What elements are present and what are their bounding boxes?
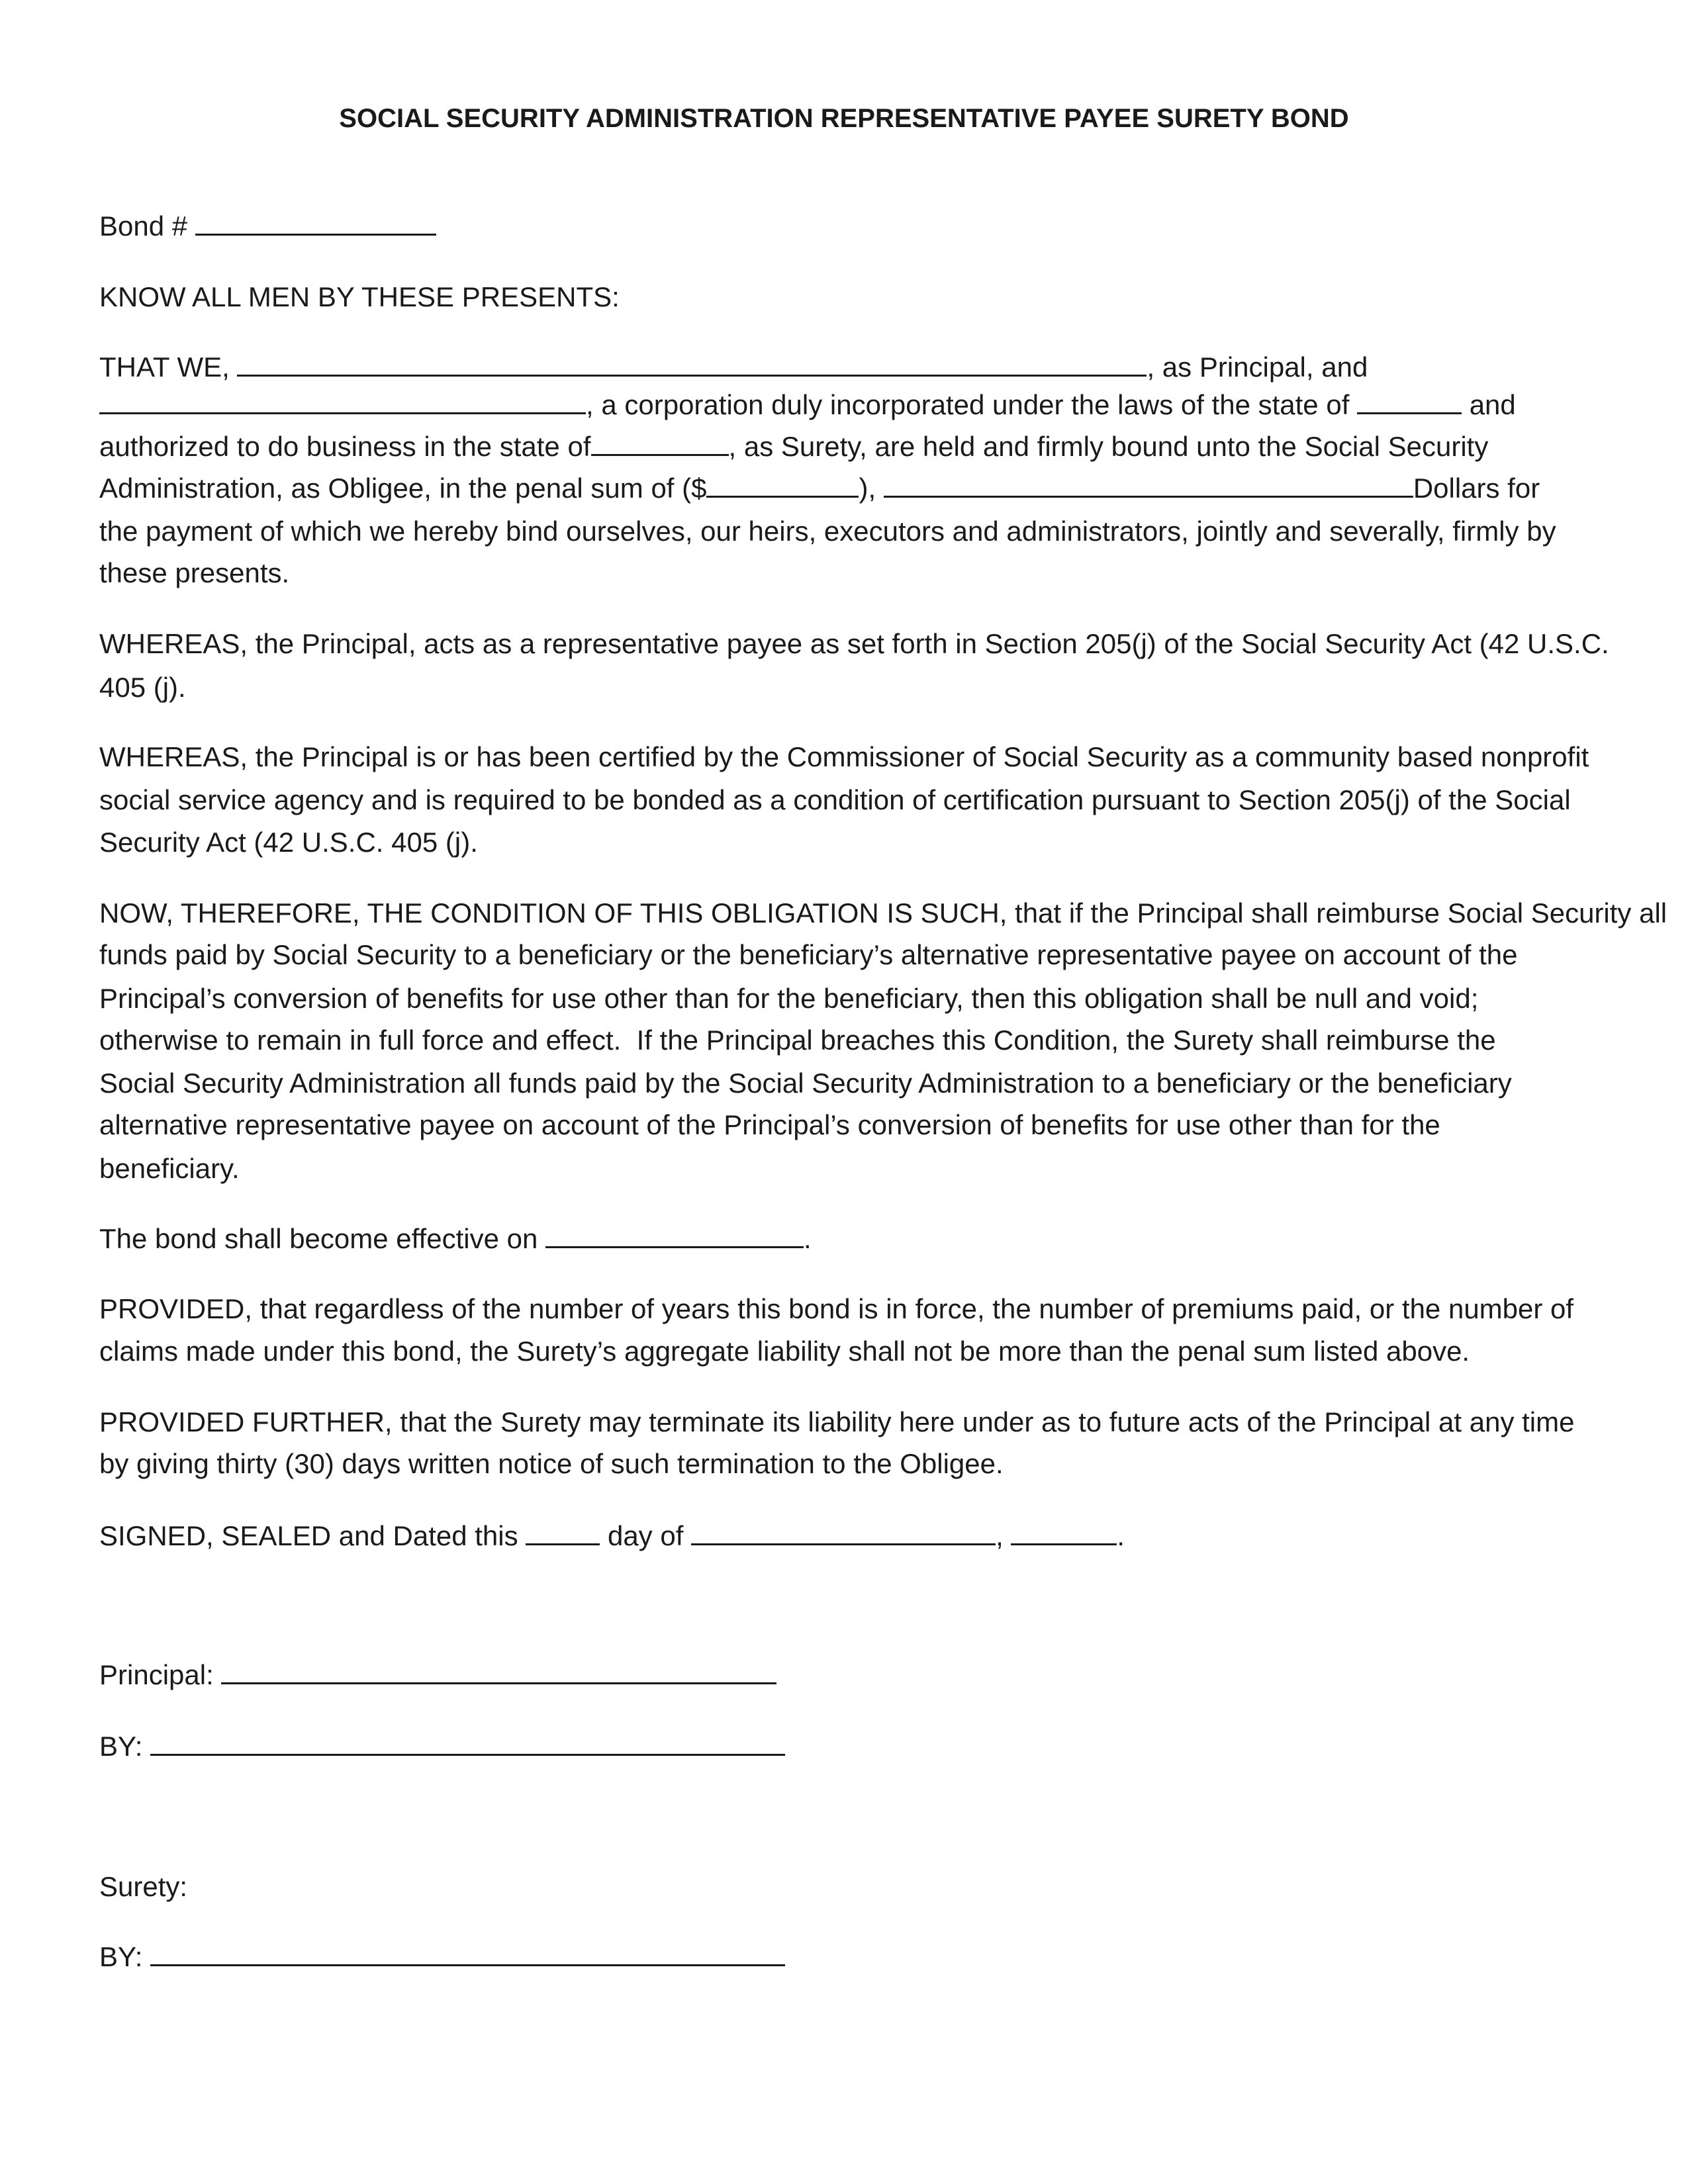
text: THAT WE,	[99, 351, 238, 383]
business-state-field[interactable]	[591, 425, 729, 456]
penal-sum-amount-field[interactable]	[706, 467, 859, 498]
whereas-1-line: WHEREAS, the Principal, acts as a representative payee as set forth in Section 205(j) of the Social Security Act (42 U.S.C.	[99, 628, 1609, 659]
text: day of	[600, 1520, 692, 1551]
text: Administration, as Obligee, in the penal sum of ($	[99, 473, 707, 504]
signed-month-field[interactable]	[691, 1514, 996, 1545]
by-label: BY:	[99, 1731, 151, 1762]
surety-name-field[interactable]	[99, 383, 586, 414]
principal-by-line	[99, 1725, 785, 1767]
surety-by-field[interactable]	[150, 1935, 785, 1966]
principal-signature-field[interactable]	[221, 1653, 776, 1684]
principal-name-field[interactable]	[237, 345, 1147, 377]
penal-sum-words-field[interactable]	[884, 467, 1413, 498]
principal-label: Principal:	[99, 1659, 222, 1690]
bond-number-line	[99, 205, 436, 247]
whereas-1-line: 405 (j).	[99, 672, 186, 703]
that-we-line-2	[99, 383, 1516, 426]
provided-line: claims made under this bond, the Surety’s aggregate liability shall not be more than the penal sum listed above.	[99, 1336, 1470, 1367]
text: , as Principal, and	[1147, 351, 1368, 383]
whereas-2-line: Security Act (42 U.S.C. 405 (j).	[99, 827, 478, 858]
bond-label: Bond #	[99, 210, 188, 242]
document-title: SOCIAL SECURITY ADMINISTRATION REPRESENTATIVE PAYEE SURETY BOND	[339, 104, 1349, 133]
bond-number-field[interactable]	[195, 205, 436, 236]
text: authorized to do business in the state of	[99, 431, 591, 462]
provided-further-line: PROVIDED FURTHER, that the Surety may terminate its liability here under as to future acts of the Principal at any time	[99, 1406, 1575, 1437]
principal-by-field[interactable]	[150, 1725, 785, 1756]
effective-date-line	[99, 1217, 812, 1259]
text: .	[804, 1223, 812, 1254]
whereas-2-line: social service agency and is required to be bonded as a condition of certification pursuant to Section 205(j) of the Social	[99, 784, 1571, 815]
text: .	[1117, 1520, 1125, 1551]
text: Dollars for	[1413, 473, 1540, 504]
signed-day-field[interactable]	[526, 1514, 600, 1545]
whereas-2-line: WHEREAS, the Principal is or has been certified by the Commissioner of Social Security as a community based nonprofit	[99, 741, 1589, 772]
provided-line: PROVIDED, that regardless of the number of years this bond is in force, the number of premiums paid, or the number of	[99, 1293, 1574, 1324]
that-we-line-5: the payment of which we hereby bind ourselves, our heirs, executors and administrators, jointly and severally, firmly by	[99, 516, 1556, 547]
text: ),	[859, 473, 884, 504]
condition-line: Social Security Administration all funds paid by the Social Security Administration to a beneficiary or the beneficiary	[99, 1068, 1512, 1099]
surety-by-line	[99, 1935, 785, 1978]
signed-year-field[interactable]	[1011, 1514, 1117, 1545]
that-we-line-4	[99, 467, 1540, 509]
principal-signature-line	[99, 1653, 776, 1696]
text: , as Surety, are held and firmly bound unto the Social Security	[728, 431, 1489, 462]
provided-further-line: by giving thirty (30) days written notice of such termination to the Obligee.	[99, 1448, 1004, 1479]
condition-line: alternative representative payee on account of the Principal’s conversion of benefits for use other than for the	[99, 1109, 1440, 1140]
text: and	[1462, 389, 1516, 420]
text: SIGNED, SEALED and Dated this	[99, 1520, 526, 1551]
text: ,	[996, 1520, 1011, 1551]
condition-line: otherwise to remain in full force and effect. If the Principal breaches this Condition, the Surety shall reimburse the	[99, 1024, 1496, 1056]
that-we-line-6: these presents.	[99, 557, 290, 588]
text: The bond shall become effective on	[99, 1223, 545, 1254]
surety-label: Surety:	[99, 1871, 188, 1902]
incorporation-state-field[interactable]	[1357, 383, 1462, 414]
condition-line: beneficiary.	[99, 1153, 240, 1184]
condition-line: NOW, THEREFORE, THE CONDITION OF THIS OBLIGATION IS SUCH, that if the Principal shall reimburse Social Security all	[99, 897, 1667, 929]
effective-date-field[interactable]	[545, 1217, 804, 1248]
that-we-line-1	[99, 345, 1368, 388]
that-we-line-3	[99, 425, 1488, 467]
signed-line	[99, 1514, 1125, 1557]
by-label: BY:	[99, 1941, 151, 1972]
condition-line: funds paid by Social Security to a beneficiary or the beneficiary’s alternative representative payee on account of the	[99, 939, 1518, 970]
condition-line: Principal’s conversion of benefits for use other than for the beneficiary, then this obligation shall be null and void;	[99, 983, 1479, 1014]
know-all-men: KNOW ALL MEN BY THESE PRESENTS:	[99, 281, 620, 312]
text: , a corporation duly incorporated under the laws of the state of	[586, 389, 1358, 420]
